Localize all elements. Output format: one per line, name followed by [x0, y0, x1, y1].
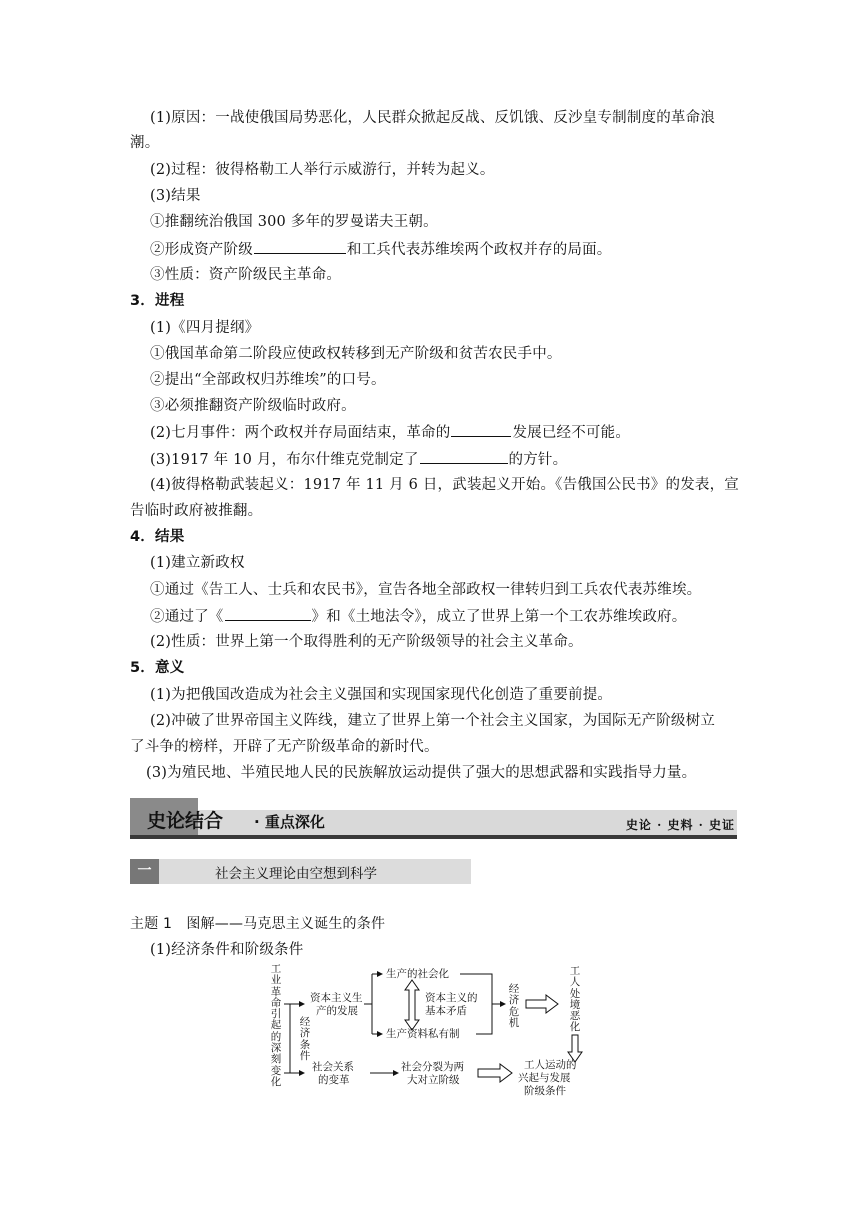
line-0: (1)原因：一战使俄国局势恶化，人民群众掀起反战、反饥饿、反沙皇专制制度的革命浪 — [150, 110, 716, 126]
diagram-economic-cond: 经济条件 — [299, 1016, 311, 1062]
line-13-b: 的方针。 — [508, 452, 568, 468]
section-5-heading: 5．意义 — [130, 660, 185, 676]
line-19-a: ②通过了《 — [150, 609, 224, 625]
line-1: 潮。 — [130, 135, 160, 151]
hollow-arrow-icon — [526, 995, 558, 1013]
line-24: 了斗争的榜样，开辟了无产阶级革命的新时代。 — [130, 739, 439, 755]
line-13-a: (3)1917 年 10 月，布尔什维克党制定了 — [150, 452, 419, 468]
diagram-social-change-1: 社会关系 — [312, 1061, 354, 1073]
topic-sub: (1)经济条件和阶级条件 — [150, 942, 304, 958]
line-25: (3)为殖民地、半殖民地人民的民族解放运动提供了强大的思想武器和实践指导力量。 — [146, 765, 697, 781]
line-19 — [150, 606, 686, 627]
hollow-down-arrow-icon — [568, 1035, 582, 1062]
diagram-labor-movement-2: 兴起与发展 — [518, 1072, 571, 1084]
line-18: ①通过《告工人、士兵和农民书》，宣告各地全部政权一律转归到工兵农代表苏维埃。 — [150, 582, 702, 598]
banner-right-text: 史论 · 史料 · 史证 — [625, 818, 735, 832]
line-6: ③性质：资产阶级民主革命。 — [150, 267, 342, 283]
line-9: ①俄国革命第二阶段应使政权转移到无产阶级和贫苦农民手中。 — [150, 346, 562, 362]
conditions-diagram — [262, 962, 592, 1097]
fill-blank-1[interactable] — [254, 239, 346, 254]
line-3: (3)结果 — [150, 188, 201, 204]
line-5 — [150, 239, 612, 260]
banner-title: 史论结合 — [147, 810, 224, 832]
section-4-heading: 4．结果 — [130, 529, 185, 545]
line-5-a: ②形成资产阶级 — [150, 242, 253, 258]
diagram-capitalism-dev-1: 资本主义生 — [310, 992, 363, 1004]
topic-title: 主题 1 图解——马克思主义诞生的条件 — [130, 916, 386, 932]
banner-rule — [130, 835, 737, 839]
line-23: (2)冲破了世界帝国主义阵线，建立了世界上第一个社会主义国家，为国际无产阶级树立 — [150, 713, 716, 729]
line-11: ③必须推翻资产阶级临时政府。 — [150, 398, 356, 414]
left-bracket — [284, 1004, 290, 1073]
subsection-number: 一 — [130, 859, 159, 884]
diagram-worker-situation: 工人处境恶化 — [569, 965, 581, 1034]
line-4: ①推翻统治俄国 300 多年的罗曼诺夫王朝。 — [150, 214, 438, 230]
hollow-arrow-icon — [478, 1064, 512, 1082]
subsection-title: 社会主义理论由空想到科学 — [215, 866, 377, 882]
line-2: (2)过程：彼得格勒工人举行示威游行，并转为起义。 — [150, 162, 495, 178]
line-12-b: 发展已经不可能。 — [512, 425, 631, 441]
diagram-society-split-2: 大对立阶级 — [407, 1074, 460, 1086]
double-arrow-icon — [405, 980, 419, 1030]
diagram-capitalism-dev-2: 产的发展 — [316, 1005, 358, 1017]
line-5-b: 和工兵代表苏维埃两个政权并存的局面。 — [346, 242, 612, 258]
diagram-left-vertical: 工业革命引起的深刻变化 — [270, 963, 282, 1088]
diagram-contradiction-2: 基本矛盾 — [425, 1005, 467, 1017]
fill-blank-3[interactable] — [420, 449, 508, 464]
line-14: (4)彼得格勒武装起义：1917 年 11 月 6 日，武装起义开始。《告俄国公民书》的发表，宣 — [150, 477, 740, 493]
diagram-private-ownership: 生产资料私有制 — [386, 1028, 460, 1040]
line-17: (1)建立新政权 — [150, 555, 245, 571]
line-15: 告临时政府被推翻。 — [130, 503, 263, 519]
line-10: ②提出“全部政权归苏维埃”的口号。 — [150, 372, 386, 388]
diagram-social-change-2: 的变革 — [318, 1074, 350, 1086]
section-banner — [130, 798, 737, 842]
fill-blank-4[interactable] — [225, 606, 311, 621]
section-3-heading: 3．进程 — [130, 293, 185, 309]
diagram-class-cond: 阶级条件 — [524, 1085, 566, 1097]
subsection-bar — [130, 859, 471, 884]
line-19-b: 》和《土地法令》，成立了世界上第一个工农苏维埃政府。 — [311, 609, 687, 625]
line-8: (1)《四月提纲》 — [150, 320, 260, 336]
line-22: (1)为把俄国改造成为社会主义强国和实现国家现代化创造了重要前提。 — [150, 687, 613, 703]
line-12-a: (2)七月事件：两个政权并存局面结束，革命的 — [150, 425, 451, 441]
diagram-labor-movement-1: 工人运动的 — [524, 1059, 577, 1071]
diagram-socialization: 生产的社会化 — [386, 968, 449, 980]
fill-blank-2[interactable] — [451, 422, 511, 437]
line-13 — [150, 449, 567, 470]
diagram-society-split-1: 社会分裂为两 — [401, 1061, 464, 1073]
line-12 — [150, 422, 630, 443]
banner-subtitle: · 重点深化 — [254, 813, 325, 831]
diagram-economic-crisis: 经济危机 — [508, 983, 520, 1029]
diagram-contradiction-1: 资本主义的 — [425, 992, 478, 1004]
line-20: (2)性质：世界上第一个取得胜利的无产阶级领导的社会主义革命。 — [150, 634, 583, 650]
